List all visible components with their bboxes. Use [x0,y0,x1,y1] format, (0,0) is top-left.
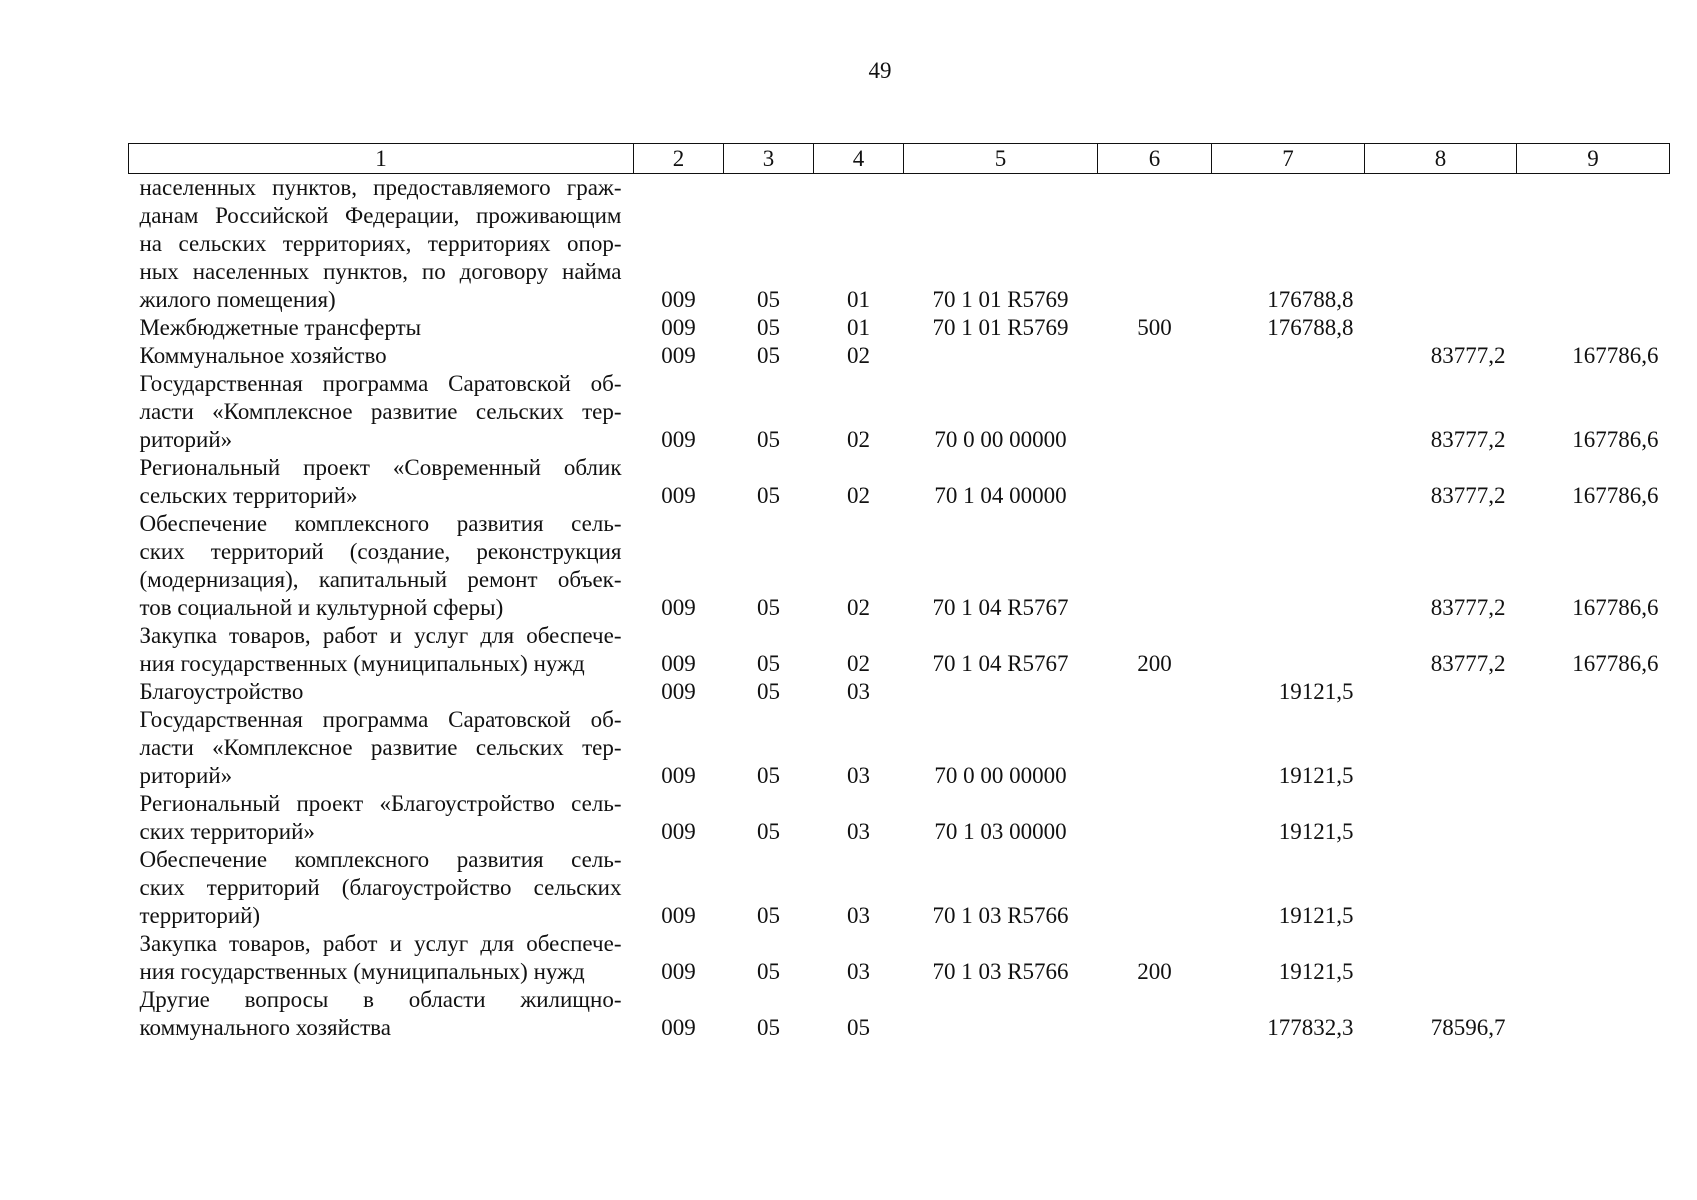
table-body [129,174,1670,1043]
expense-type-cell [1098,454,1212,510]
item-name-line: сельских территорий» [139,483,358,508]
section-cell: 009 [661,903,696,928]
column-header: 5 [904,144,1098,174]
subsection-code-cell: 02 [847,427,870,452]
amount-cell: 78596,7 [1430,1015,1506,1040]
column-header: 3 [724,144,814,174]
amount-cell: 83777,2 [1430,483,1506,508]
amount-cell: 83777,2 [1430,651,1506,676]
subsection-cell: 05 [757,287,780,312]
amount-cell [1365,846,1517,930]
subsection-cell: 05 [757,315,780,340]
subsection-cell: 05 [757,679,780,704]
item-name-cell [129,706,634,790]
amount-cell [1517,706,1670,790]
subsection-code-cell: 02 [847,483,870,508]
subsection-code-cell: 02 [847,595,870,620]
section-cell: 009 [661,1015,696,1040]
item-name-line: Коммунальное хозяйство [139,343,387,368]
target-article-cell: 70 1 03 R5766 [932,903,1069,928]
subsection-cell: 05 [757,595,780,620]
amount-cell [1517,930,1670,986]
item-name-line: Другие вопросы в области жилищно- [139,987,622,1012]
amount-cell [1517,790,1670,846]
item-name-line: Благоустройство [139,679,304,704]
section-cell: 009 [661,343,696,368]
item-name-cell [129,454,634,510]
amount-cell [1517,986,1670,1042]
amount-cell: 83777,2 [1430,595,1506,620]
amount-cell [1365,174,1517,315]
subsection-cell: 05 [757,819,780,844]
item-name-cell [129,790,634,846]
expense-type-cell: 200 [1137,959,1172,984]
table-header [129,144,1670,174]
amount-cell [1212,454,1365,510]
item-name-line: территорий) [139,903,261,928]
target-article-cell [904,986,1098,1042]
item-name-line: населенных пунктов, предоставляемого граж- [139,175,622,200]
subsection-code-cell: 03 [847,959,870,984]
amount-cell: 19121,5 [1278,763,1354,788]
table-row [129,314,1670,342]
column-header: 8 [1365,144,1517,174]
page-number: 49 [868,58,892,83]
target-article-cell [904,342,1098,370]
amount-cell: 19121,5 [1278,959,1354,984]
target-article-cell: 70 1 04 00000 [934,483,1067,508]
amount-cell [1365,314,1517,342]
expense-type-cell [1098,706,1212,790]
amount-cell: 176788,8 [1267,287,1354,312]
amount-cell: 167786,6 [1572,595,1659,620]
expense-type-cell: 200 [1137,651,1172,676]
subsection-cell: 05 [757,763,780,788]
table-row [129,986,1670,1042]
table-row [129,342,1670,370]
item-name-line: Региональный проект «Современный облик [139,455,622,480]
column-header: 9 [1517,144,1670,174]
item-name-line: ских территорий (создание, реконструкция [139,539,622,564]
column-header: 6 [1098,144,1212,174]
subsection-code-cell: 03 [847,903,870,928]
subsection-code-cell: 03 [847,819,870,844]
item-name-cell [129,678,634,706]
item-name-cell [129,314,634,342]
item-name-line: на сельских территориях, территориях опор- [139,231,622,256]
item-name-line: ласти «Комплексное развитие сельских тер- [139,735,622,760]
subsection-cell: 05 [757,343,780,368]
subsection-code-cell: 02 [847,343,870,368]
table-row [129,790,1670,846]
target-article-cell: 70 1 04 R5767 [932,651,1069,676]
item-name-line: риторий» [139,427,233,452]
expense-type-cell [1098,174,1212,315]
item-name-cell [129,986,634,1042]
expense-type-cell [1098,510,1212,622]
table-row [129,706,1670,790]
item-name-line: (модернизация), капитальный ремонт объек- [139,567,622,592]
amount-cell [1365,678,1517,706]
table-row [129,454,1670,510]
item-name-cell [129,370,634,454]
table-row [129,510,1670,622]
subsection-cell: 05 [757,483,780,508]
amount-cell [1212,342,1365,370]
subsection-cell: 05 [757,903,780,928]
subsection-cell: 05 [757,427,780,452]
section-cell: 009 [661,679,696,704]
section-cell: 009 [661,427,696,452]
item-name-line: Обеспечение комплексного развития сель- [139,511,622,536]
amount-cell: 19121,5 [1278,903,1354,928]
target-article-cell: 70 1 03 00000 [934,819,1067,844]
expense-type-cell [1098,342,1212,370]
item-name-line: Государственная программа Саратовской об- [139,707,622,732]
amount-cell [1365,930,1517,986]
amount-cell [1517,174,1670,315]
section-cell: 009 [661,763,696,788]
subsection-code-cell: 03 [847,763,870,788]
subsection-code-cell: 01 [847,315,870,340]
item-name-line: Обеспечение комплексного развития сель- [139,847,622,872]
amount-cell: 167786,6 [1572,427,1659,452]
item-name-line: Межбюджетные трансферты [139,315,422,340]
item-name-line: ных населенных пунктов, по договору найма [139,259,622,284]
expense-type-cell [1098,790,1212,846]
subsection-code-cell: 03 [847,679,870,704]
item-name-line: ния государственных (муниципальных) нужд [139,651,585,676]
item-name-line: риторий» [139,763,233,788]
table-row [129,370,1670,454]
column-header: 2 [634,144,724,174]
amount-cell [1365,790,1517,846]
table-row [129,174,1670,315]
target-article-cell: 70 1 04 R5767 [932,595,1069,620]
amount-cell: 167786,6 [1572,343,1659,368]
item-name-line: Региональный проект «Благоустройство сель- [139,791,622,816]
header-row [129,144,1670,174]
expense-type-cell [1098,678,1212,706]
item-name-cell [129,930,634,986]
amount-cell: 19121,5 [1278,819,1354,844]
amount-cell [1212,370,1365,454]
target-article-cell: 70 0 00 00000 [934,763,1067,788]
amount-cell: 19121,5 [1278,679,1354,704]
item-name-cell [129,846,634,930]
target-article-cell: 70 1 01 R5769 [932,287,1069,312]
section-cell: 009 [661,483,696,508]
item-name-line: ния государственных (муниципальных) нужд [139,959,585,984]
item-name-line: Закупка товаров, работ и услуг для обеспече- [139,623,622,648]
target-article-cell [904,678,1098,706]
section-cell: 009 [661,315,696,340]
amount-cell: 177832,3 [1267,1015,1354,1040]
table-row [129,846,1670,930]
table-row [129,930,1670,986]
amount-cell [1212,510,1365,622]
item-name-line: Закупка товаров, работ и услуг для обеспече- [139,931,622,956]
amount-cell [1517,314,1670,342]
expense-type-cell [1098,846,1212,930]
amount-cell [1212,622,1365,678]
subsection-code-cell: 02 [847,651,870,676]
subsection-cell: 05 [757,1015,780,1040]
table-row [129,622,1670,678]
section-cell: 009 [661,595,696,620]
amount-cell [1517,678,1670,706]
expense-type-cell [1098,370,1212,454]
target-article-cell: 70 0 00 00000 [934,427,1067,452]
expense-type-cell: 500 [1137,315,1172,340]
subsection-code-cell: 01 [847,287,870,312]
item-name-cell [129,342,634,370]
item-name-line: коммунального хозяйства [139,1015,391,1040]
amount-cell: 167786,6 [1572,651,1659,676]
item-name-cell [129,622,634,678]
budget-table [128,143,1670,1042]
section-cell: 009 [661,287,696,312]
section-cell: 009 [661,819,696,844]
item-name-line: тов социальной и культурной сферы) [139,595,504,620]
subsection-cell: 05 [757,651,780,676]
subsection-code-cell: 05 [847,1015,870,1040]
target-article-cell: 70 1 03 R5766 [932,959,1069,984]
item-name-line: жилого помещения) [139,287,336,312]
amount-cell [1365,706,1517,790]
section-cell: 009 [661,651,696,676]
column-header: 7 [1212,144,1365,174]
target-article-cell: 70 1 01 R5769 [932,315,1069,340]
amount-cell: 167786,6 [1572,483,1659,508]
item-name-line: Государственная программа Саратовской об- [139,371,622,396]
column-header: 4 [814,144,904,174]
amount-cell [1517,846,1670,930]
table-row [129,678,1670,706]
expense-type-cell [1098,986,1212,1042]
item-name-line: ских территорий» [139,819,315,844]
amount-cell: 83777,2 [1430,343,1506,368]
amount-cell: 83777,2 [1430,427,1506,452]
item-name-line: данам Российской Федерации, проживающим [139,203,622,228]
item-name-line: ских территорий (благоустройство сельских [139,875,622,900]
item-name-cell [129,510,634,622]
amount-cell: 176788,8 [1267,315,1354,340]
subsection-cell: 05 [757,959,780,984]
column-header: 1 [129,144,634,174]
section-cell: 009 [661,959,696,984]
item-name-line: ласти «Комплексное развитие сельских тер- [139,399,622,424]
item-name-cell [129,174,634,315]
